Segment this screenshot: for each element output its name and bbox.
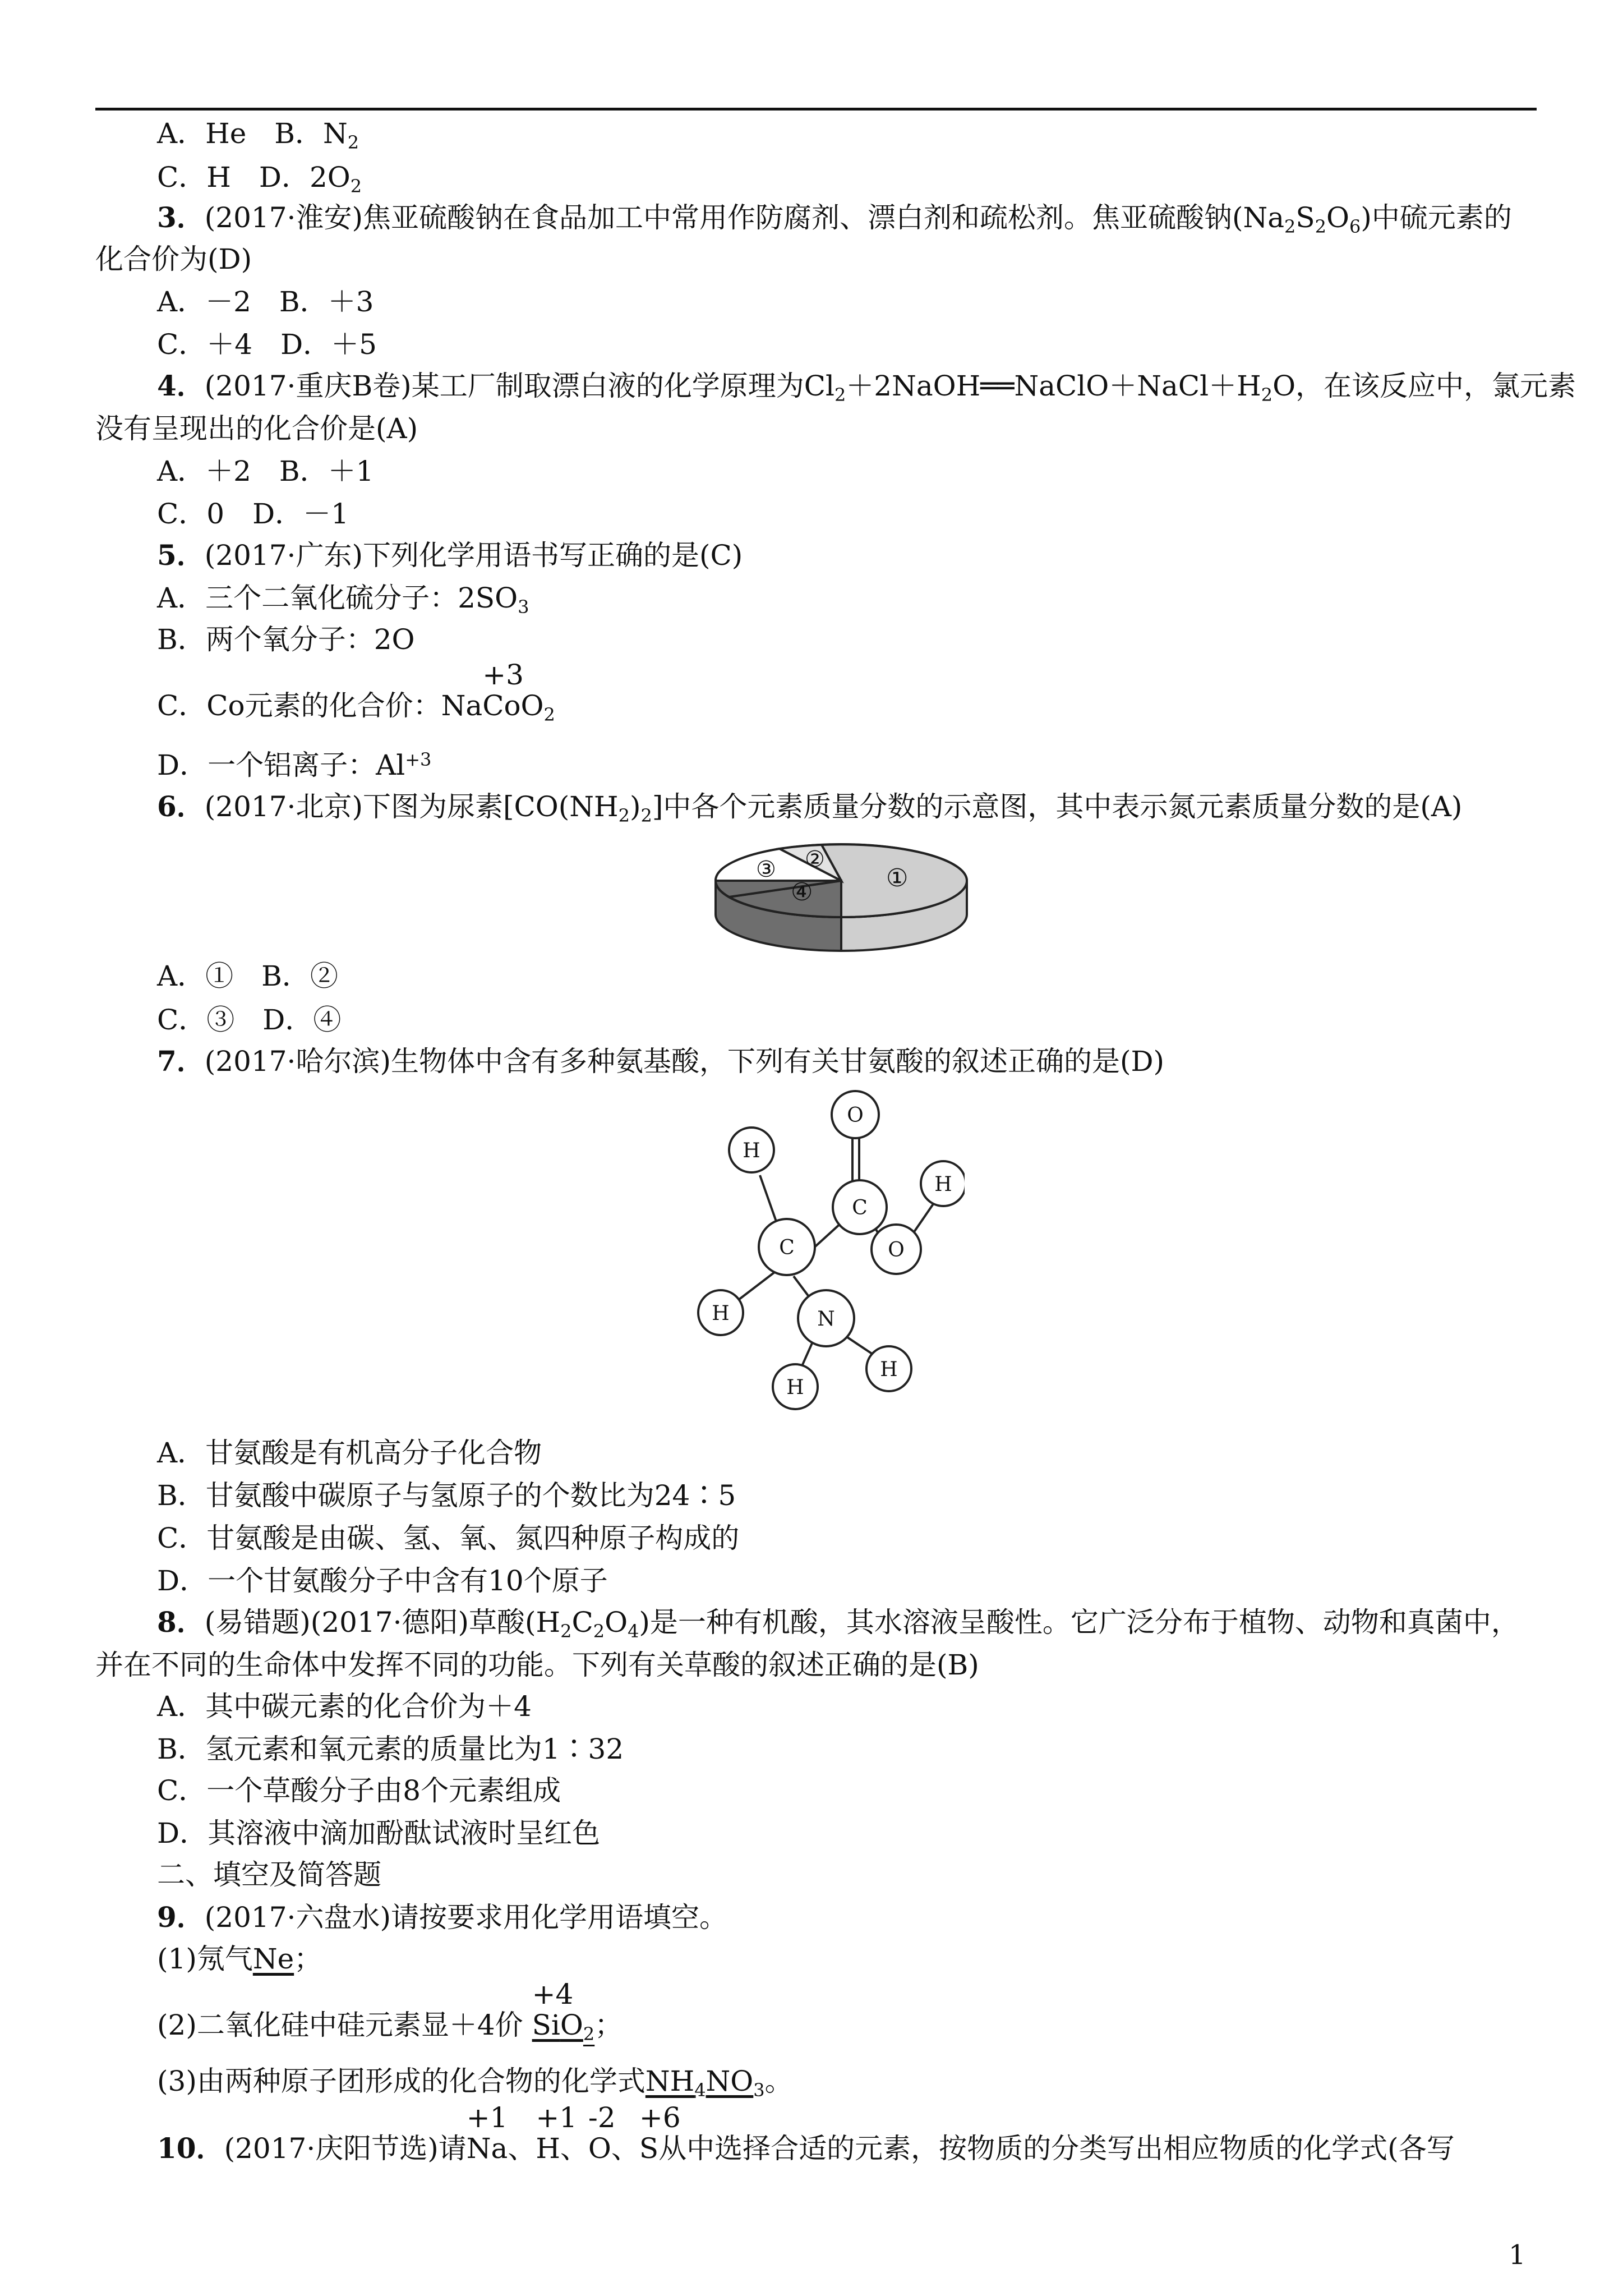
q9-answer-3: $NH_4NO_3$ [645,2065,765,2101]
q8-option-a: A．其中碳元素的化合价为＋4 [157,1690,532,1723]
q8-option-d: D．其溶液中滴加酚酞试液时呈红色 [157,1817,601,1849]
q8-option-c: C．一个草酸分子由8个元素组成 [157,1774,561,1807]
atom-h-n2: H [880,1358,898,1381]
q6-option-line-1: A．① B．② [157,960,338,992]
q10-stem: 10．(2017·庆阳节选)请 +1 Na、 +1 H、 -2 O、 +6 S从中选择合适的元素，按物质的分类写出相应物质的化学式(各写 [157,2101,1455,2165]
header-rule [95,108,1537,111]
q4-stem-line-1: 4．(2017·重庆B卷)某工厂制取漂白液的化学原理为$Cl_2+2NaOH══NaClO+NaCl+H_2O$，在该反应中，氯元素 [157,369,1576,406]
q8-stem-line-2: 并在不同的生命体中发挥不同的功能。下列有关草酸的叙述正确的是(B) [95,1649,979,1681]
q7-option-b: B．甘氨酸中碳原子与氢原子的个数比为24∶5 [157,1479,736,1512]
q3-option-line-2: C．＋4 D．＋5 [157,328,377,361]
q3-stem-line-1: 3．(2017·淮安)焦亚硫酸钠在食品加工中常用作防腐剂、漂白剂和疏松剂。焦亚硫酸钠$(Na_2S_2O_6)$中硫元素的 [157,201,1512,237]
q9-part-1: (1)氖气Ne； [157,1943,322,1975]
pie-chart-3d [712,833,970,956]
q9-answer-1: Ne [252,1943,294,1975]
atom-h-n1: H [786,1376,804,1399]
q5-option-b: B．两个氧分子：2O [157,623,415,656]
q6-option-line-2: C．③ D．④ [157,1004,342,1036]
atom-c-mid: C [779,1236,795,1259]
q7-option-d: D．一个甘氨酸分子中含有10个原子 [157,1565,608,1597]
q3-option-line-1: A．－2 B．＋3 [157,286,374,318]
q4-option-line-2: C．0 D．－1 [157,498,349,530]
q7-stem: 7．(2017·哈尔滨)生物体中含有多种氨基酸，下列有关甘氨酸的叙述正确的是(D) [157,1045,1165,1078]
q7-option-a: A．甘氨酸是有机高分子化合物 [157,1437,542,1469]
q3-stem-line-2: 化合价为(D) [95,243,252,275]
page-number: 1 [1509,2239,1526,2271]
atom-n: N [817,1308,835,1331]
q4-stem-line-2: 没有呈现出的化合价是(A) [95,412,418,445]
q2-option-line-2: C．H D．$2O_2$ [157,161,362,197]
q9-part-2: (2)二氧化硅中硅元素显＋4价 +4 SiO$_2$； [157,1978,623,2045]
q4-option-line-1: A．＋2 B．＋1 [157,455,374,487]
q5-valence-mark: +3 [482,659,524,691]
q6-stem: 6．(2017·北京)下图为尿素$[CO(NH_2)_2]$中各个元素质量分数的示意图，其中表示氮元素质量分数的是(A) [157,790,1463,826]
pie-label-3: ③ [756,857,776,882]
q8-option-b: B．氢元素和氧元素的质量比为1∶32 [157,1733,624,1765]
q9-valence-mark: +4 [532,1978,574,2010]
q5-option-c: C．Co元素的化合价：Na +3 CoO$_2$ [157,659,555,725]
q5-option-d: D．一个铝离子：$Al^{+3}$ [157,749,432,781]
q9-stem: 9．(2017·六盘水)请按要求用化学用语填空。 [157,1901,727,1934]
atom-c-top: C [852,1197,868,1220]
atom-h-left: H [743,1139,760,1162]
atom-h-right: H [934,1173,952,1196]
atom-h-low: H [712,1302,730,1325]
glycine-molecule-diagram [695,1088,965,1414]
q9-part-3: (3)由两种原子团形成的化合物的化学式$NH_4NO_3$。 [157,2065,793,2101]
section-title: 二、填空及简答题 [157,1858,381,1891]
atom-o-top: O [847,1104,864,1127]
q7-option-c: C．甘氨酸是由碳、氢、氧、氮四种原子构成的 [157,1522,740,1554]
pie-label-2: ② [805,846,825,872]
q5-stem: 5．(2017·广东)下列化学用语书写正确的是(C) [157,539,743,572]
pie-label-1: ① [886,864,909,892]
q5-option-a: A．三个二氧化硫分子：$2SO_3$ [157,582,529,618]
q8-stem-line-1: 8．(易错题)(2017·德阳)草酸$(H_2C_2O_4)$是一种有机酸，其水溶液呈酸性。它广泛分布于植物、动物和真菌中， [157,1605,1519,1642]
atom-o-right: O [888,1239,905,1262]
q2-option-line-1: A．He B．$N_2$ [157,117,359,153]
pie-label-4: ④ [791,878,813,907]
